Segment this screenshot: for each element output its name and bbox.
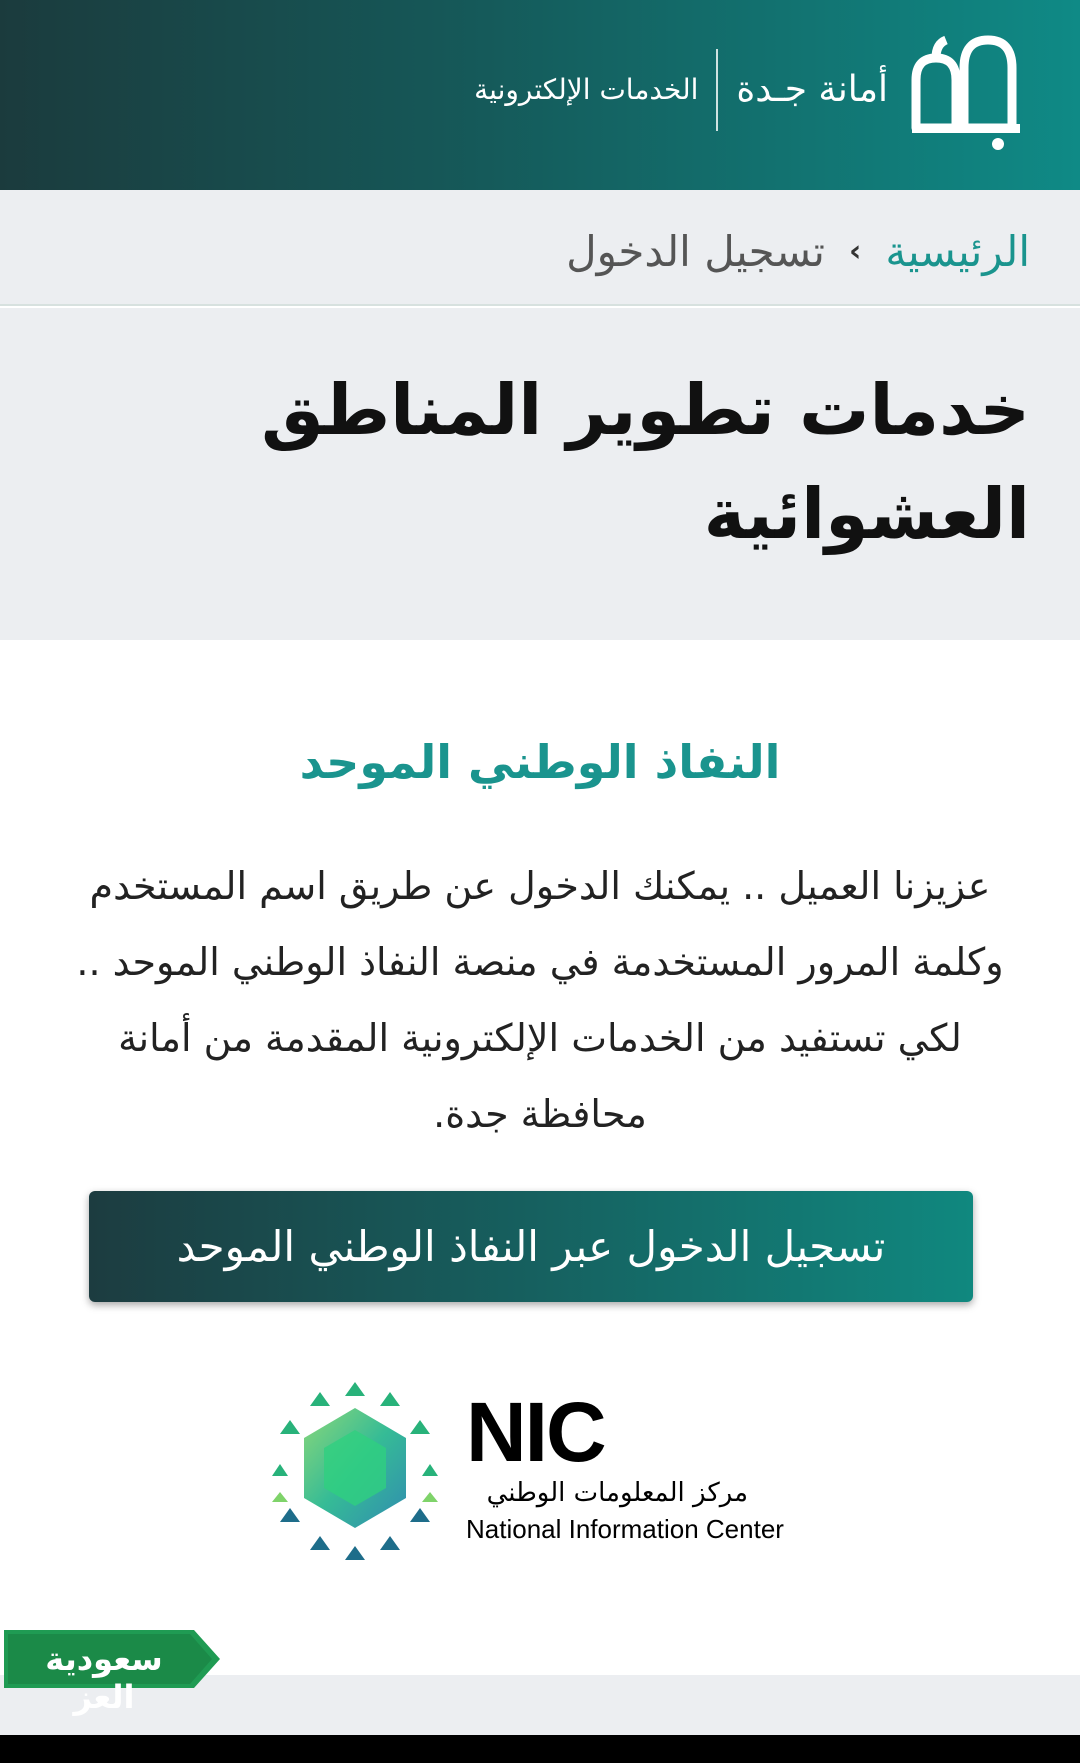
watermark-text: سعودية العز xyxy=(45,1640,163,1716)
chevron-left-icon: › xyxy=(848,233,862,269)
site-header xyxy=(0,0,1080,190)
logo-services-label: الخدمات الإلكترونية xyxy=(474,73,699,107)
breadcrumb-home-link[interactable]: الرئيسية xyxy=(885,226,1030,276)
intro-text: عزيزنا العميل .. يمكنك الدخول عن طريق اسم المستخدم وكلمة المرور المستخدمة في منصة النفاذ الوطني الموحد .. لكي تستفيد من الخدمات الإلكترونية المقدمة من أمانة محافظة جدة. xyxy=(76,864,1004,1136)
nic-abbr: NIC xyxy=(466,1385,605,1479)
page-title-panel xyxy=(0,308,1080,640)
nic-english-name: National Information Center xyxy=(466,1514,784,1544)
logo-small-text xyxy=(474,73,699,107)
nafath-login-button[interactable]: تسجيل الدخول عبر النفاذ الوطني الموحد xyxy=(89,1191,973,1302)
nic-arabic-name: مركز المعلومات الوطني xyxy=(486,1478,748,1508)
logo-divider xyxy=(716,49,718,131)
logo-big-text xyxy=(736,71,888,109)
page-title: خدمات تطوير المناطق العشوائية xyxy=(261,369,1030,555)
breadcrumb xyxy=(0,190,1080,306)
logo-amana-label: أمانة جـدة xyxy=(736,69,888,111)
breadcrumb-current: تسجيل الدخول xyxy=(566,226,825,276)
nic-hexagon-icon xyxy=(270,1380,440,1560)
bottom-bar xyxy=(0,1735,1080,1763)
nafath-heading: النفاذ الوطني الموحد xyxy=(299,735,781,789)
jeddah-logo-icon xyxy=(906,28,1030,152)
nic-logo xyxy=(270,1380,820,1560)
header-logo[interactable] xyxy=(474,30,1030,150)
